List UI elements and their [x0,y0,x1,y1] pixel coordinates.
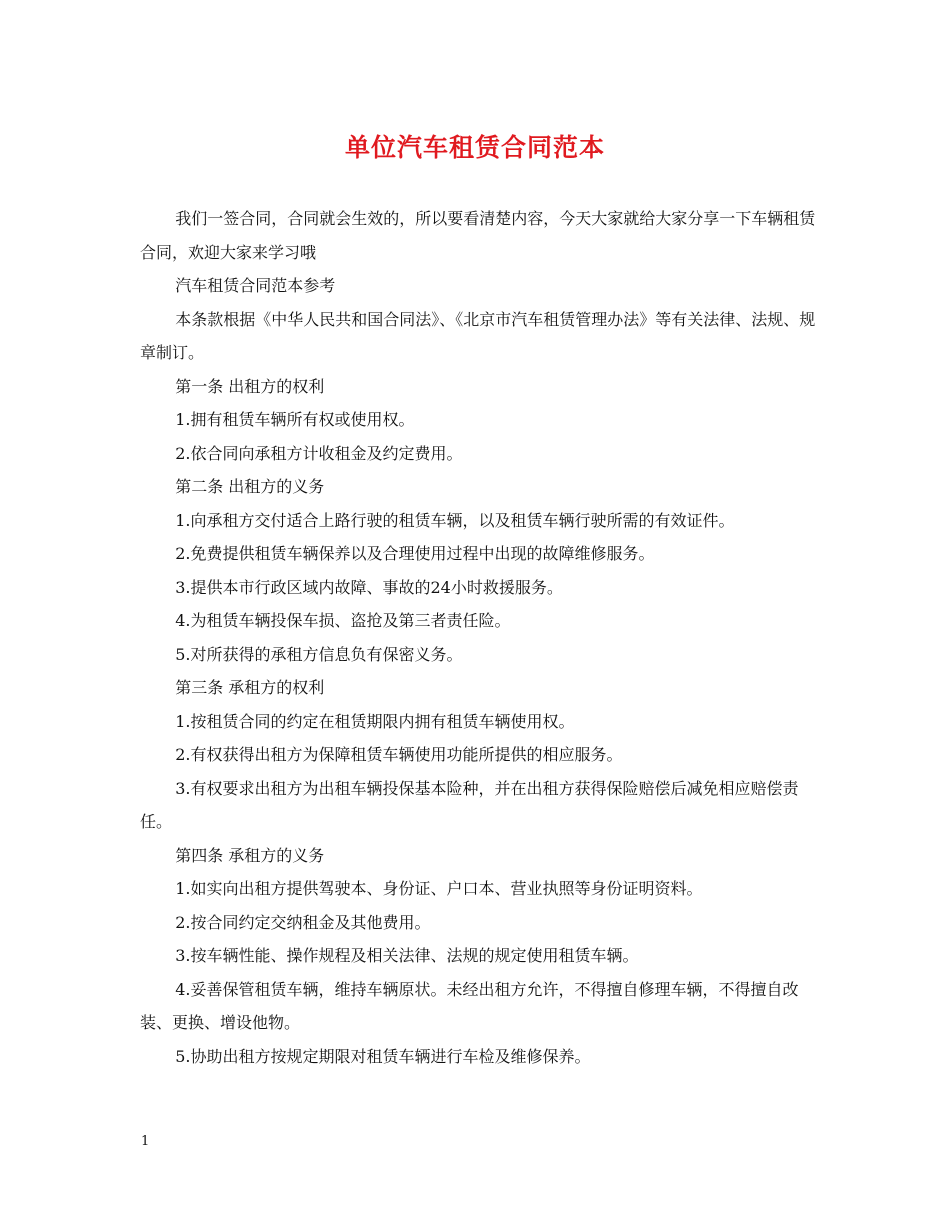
article-4-item-3: 3.按车辆性能、操作规程及相关法律、法规的规定使用租赁车辆。 [175,946,639,965]
article-2-item-2: 2.免费提供租赁车辆保养以及合理使用过程中出现的故障维修服务。 [175,544,655,563]
basis-paragraph: 本条款根据《中华人民共和国合同法》、《北京市汽车租赁管理办法》等有关法律、法规、规章制订。 [140,309,816,362]
article-1-item-2: 2.依合同向承租方计收租金及约定费用。 [175,443,463,463]
article-3-heading: 第三条 承租方的权利 [175,678,325,697]
article-4-item-2: 2.按合同约定交纳租金及其他费用。 [175,912,431,932]
article-4-item-1: 1.如实向出租方提供驾驶本、身份证、户口本、营业执照等身份证明资料。 [175,879,703,898]
article-4-item-4: 4.妥善保管租赁车辆，维持车辆原状。未经出租方允许，不得擅自修理车辆，不得擅自改装、更换、增设他物。 [140,979,799,1032]
article-2-heading: 第二条 出租方的义务 [175,477,325,496]
article-1-item-1: 1.拥有租赁车辆所有权或使用权。 [175,410,415,429]
article-4-heading: 第四条 承租方的义务 [175,845,325,865]
document-body [140,202,830,1073]
article-2-item-3: 3.提供本市行政区域内故障、事故的24小时救援服务。 [175,577,563,597]
page-number: 1 [141,1134,150,1149]
article-2-item-4: 4.为租赁车辆投保车损、盗抢及第三者责任险。 [175,611,511,630]
article-2-item-5: 5.对所获得的承租方信息负有保密义务。 [175,644,463,664]
article-3-item-1: 1.按租赁合同的约定在租赁期限内拥有租赁车辆使用权。 [175,711,575,731]
article-1-heading: 第一条 出租方的权利 [175,376,325,396]
reference-heading: 汽车租赁合同范本参考 [175,276,336,295]
article-4-item-5: 5.协助出租方按规定期限对租赁车辆进行车检及维修保养。 [175,1046,591,1066]
article-3-item-2: 2.有权获得出租方为保障租赁车辆使用功能所提供的相应服务。 [175,745,623,764]
article-2-item-1: 1.向承租方交付适合上路行驶的租赁车辆，以及租赁车辆行驶所需的有效证件。 [175,510,735,530]
document-title: 单位汽车租赁合同范本 [344,133,605,162]
intro-paragraph: 我们一签合同，合同就会生效的，所以要看清楚内容，今天大家就给大家分享一下车辆租赁合同，欢迎大家来学习哦 [140,209,816,262]
article-3-item-3: 3.有权要求出租方为出租车辆投保基本险种，并在出租方获得保险赔偿后减免相应赔偿责任。 [140,778,799,831]
